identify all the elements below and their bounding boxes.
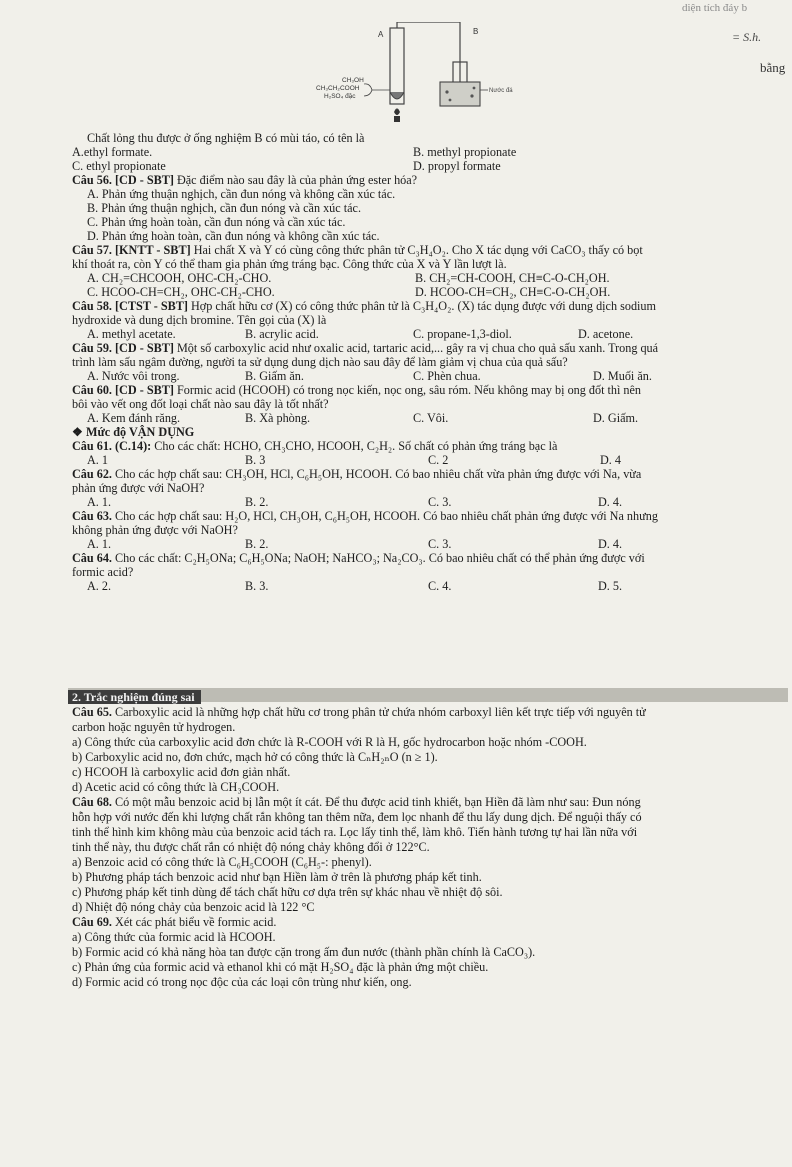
line-text: Cho các hợp chất sau: H₂O, HCl, CH₃OH, C₆H₅OH, HCOOH. Có bao nhiêu chất phản ứng được với Na nhưng	[111, 509, 658, 523]
text-line	[87, 271, 271, 285]
text-line	[245, 495, 268, 509]
text-line	[72, 551, 645, 565]
text-line	[72, 870, 482, 884]
line-text: D. Giấm.	[593, 411, 639, 425]
line-text: Hai chất X và Y có cùng công thức phân tử C₃H₄O₂. Cho X tác dụng với CaCO₃ thấy có bọt	[190, 243, 643, 257]
text-line	[72, 397, 329, 411]
text-line	[428, 579, 451, 593]
line-text: C. Phản ứng hoàn toàn, cần đun nóng và cần xúc tác.	[87, 215, 346, 229]
corner-top-right-text: diện tích đáy b	[682, 2, 748, 14]
line-text: c) Phương pháp kết tinh dùng để tách chất hữu cơ dựa trên sự khác nhau về nhiệt độ sôi.	[72, 885, 503, 899]
line-text: bôi vào vết ong đốt loại chất nào sau đây là tốt nhất?	[72, 397, 329, 411]
line-text: d) Nhiệt độ nóng chảy của benzoic acid là 122 °C	[72, 900, 315, 914]
reagent-sulfuric-acid: H₂SO₄ đặc	[324, 93, 356, 100]
line-text: A. 1	[87, 453, 108, 467]
line-text: Một số carboxylic acid như oxalic acid, tartaric acid,... gây ra vị chua cho quả sấu xanh. Trong quá	[173, 341, 659, 355]
text-line	[72, 257, 507, 271]
text-line	[72, 355, 568, 369]
text-line	[72, 425, 194, 439]
text-line	[428, 495, 451, 509]
corner-side-word: bằng	[760, 60, 786, 75]
delivery-tube	[397, 22, 460, 82]
line-text: D. 4.	[598, 495, 623, 509]
text-line	[87, 229, 380, 243]
question-number: Câu 57. [KNTT - SBT]	[72, 243, 191, 257]
question-number: ❖ Mức độ VẬN DỤNG	[72, 425, 195, 439]
text-line	[72, 930, 276, 944]
line-text: a) Công thức của formic acid là HCOOH.	[72, 930, 276, 944]
line-text: Hợp chất hữu cơ (X) có công thức phân tử là C₃H₄O₂. (X) tác dụng được với dung dịch sodium	[187, 299, 656, 313]
line-text: Đặc điểm nào sau đây là của phản ứng ester hóa?	[173, 173, 418, 187]
line-text: A. Kem đánh răng.	[87, 411, 181, 425]
text-line	[87, 187, 395, 201]
text-line	[72, 855, 372, 869]
line-text: c) Phản ứng của formic acid và ethanol khi có mặt H₂SO₄ đặc là phản ứng một chiều.	[72, 960, 489, 974]
text-line	[72, 341, 658, 355]
line-text: C. Phèn chua.	[413, 369, 481, 383]
text-line	[593, 369, 652, 383]
text-line	[87, 131, 364, 145]
line-text: B. Giấm ăn.	[245, 369, 304, 383]
section-header-band	[68, 688, 788, 702]
question-number: Câu 69.	[72, 915, 112, 929]
line-text: a) Công thức của carboxylic acid đơn chức là R-COOH với R là H, gốc hydrocarbon hoặc nhóm -COOH.	[72, 735, 587, 749]
line-text: A. 2.	[87, 579, 112, 593]
line-text: B. acrylic acid.	[245, 327, 319, 341]
line-text: carbon hoặc nguyên tử hydrogen.	[72, 720, 236, 734]
text-line	[72, 313, 326, 327]
corner-formula: = S.h.	[732, 30, 762, 44]
text-line	[245, 579, 268, 593]
text-line	[87, 369, 180, 383]
text-line	[72, 795, 641, 809]
text-line	[72, 467, 641, 481]
question-number: Câu 60. [CD - SBT]	[72, 383, 174, 397]
text-line	[72, 765, 290, 779]
line-text: C. propane-1,3-diol.	[413, 327, 512, 341]
text-line	[72, 750, 438, 764]
line-text: C. 2	[428, 453, 449, 467]
text-line	[72, 173, 417, 187]
text-line	[578, 327, 633, 341]
text-line	[87, 285, 275, 299]
line-text: D. 5.	[598, 579, 623, 593]
line-text: A. Phản ứng thuận nghịch, cần đun nóng và không cần xúc tác.	[87, 187, 396, 201]
text-line	[413, 145, 516, 159]
line-text: D. 4.	[598, 537, 623, 551]
question-number: Câu 59. [CD - SBT]	[72, 341, 174, 355]
text-line	[72, 243, 643, 257]
line-text: A. CH₂=CHCOOH, OHC-CH₂-CHO.	[87, 271, 272, 285]
text-line	[600, 453, 621, 467]
text-line	[72, 960, 488, 974]
text-line	[72, 900, 314, 914]
line-text: B. 2.	[245, 495, 269, 509]
line-text: C. ethyl propionate	[72, 159, 166, 173]
text-line	[598, 537, 622, 551]
text-line	[87, 411, 180, 425]
text-line	[72, 509, 658, 523]
line-text: trình làm sấu ngâm đường, người ta sử dụng dung dịch nào sau đây để làm giảm vị chua của quả sấu?	[72, 355, 568, 369]
text-line	[72, 299, 656, 313]
line-text: D. Phản ứng hoàn toàn, cần đun nóng và không cần xúc tác.	[87, 229, 380, 243]
text-line	[428, 537, 451, 551]
text-line	[72, 481, 204, 495]
line-text: hydroxide và dung dịch bromine. Tên gọi của (X) là	[72, 313, 327, 327]
text-line	[87, 495, 111, 509]
line-text: B. CH₂=CH-COOH, CH≡C-O-CH₂OH.	[415, 271, 610, 285]
ice-water-label: Nước đá	[489, 88, 513, 94]
line-text: A. Nước vôi trong.	[87, 369, 180, 383]
text-line	[87, 215, 345, 229]
question-number: Câu 63.	[72, 509, 112, 523]
text-line	[72, 383, 641, 397]
text-line	[72, 885, 503, 899]
line-text: Cho các chất: C₂H₅ONa; C₆H₅ONa; NaOH; NaHCO₃; Na₂CO₃. Có bao nhiêu chất có thể phản ứng được với	[111, 551, 645, 565]
line-text: a) Benzoic acid có công thức là C₆H₅COOH (C₆H₅-: phenyl).	[72, 855, 372, 869]
question-number: Câu 56. [CD - SBT]	[72, 173, 174, 187]
text-line	[72, 975, 412, 989]
line-text: Có một mẫu benzoic acid bị lẫn một ít cát. Để thu được acid tinh khiết, bạn Hiền đã làm như sau: Đun nóng	[111, 795, 641, 809]
line-text: A. 1.	[87, 537, 112, 551]
text-line	[593, 411, 638, 425]
text-line	[72, 780, 279, 794]
line-text: C. 3.	[428, 537, 452, 551]
text-line	[413, 411, 448, 425]
text-line	[72, 145, 152, 159]
line-text: B. 3	[245, 453, 266, 467]
text-line	[72, 810, 642, 824]
line-text: A. methyl acetate.	[87, 327, 176, 341]
question-number: Câu 65.	[72, 705, 112, 719]
text-line	[245, 369, 304, 383]
ice-bath-beaker	[440, 82, 480, 106]
line-text: D. HCOO-CH=CH₂, CH≡C-O-CH₂OH.	[415, 285, 611, 299]
text-line	[87, 579, 111, 593]
section-title: 2. Trắc nghiệm đúng sai	[68, 690, 201, 704]
text-line	[72, 915, 276, 929]
question-number: Câu 62.	[72, 467, 112, 481]
burner-flame-icon	[394, 108, 400, 115]
line-text: tinh thể hình kim không màu của benzoic acid tách ra. Lọc lấy tinh thể, làm khô. Tiến hành tương tự hai lần nữa với	[72, 825, 638, 839]
line-text: Cho các hợp chất sau: CH₃OH, HCl, C₆H₅OH, HCOOH. Có bao nhiêu chất vừa phản ứng được với Na, vừa	[111, 467, 642, 481]
text-line	[72, 705, 646, 719]
line-text: Formic acid (HCOOH) có trong nọc kiến, nọc ong, sâu róm. Nếu không may bị ong đốt thì nên	[173, 383, 642, 397]
line-text: B. Phản ứng thuận nghịch, cần đun nóng và cần xúc tác.	[87, 201, 361, 215]
text-line	[413, 327, 512, 341]
line-text: C. HCOO-CH=CH₂, OHC-CH₂-CHO.	[87, 285, 275, 299]
reagent-propanoic-acid: CH₃CH₂COOH	[316, 85, 360, 92]
text-line	[428, 453, 448, 467]
question-number: Câu 64.	[72, 551, 112, 565]
text-line	[72, 840, 430, 854]
question-number: Câu 58. [CTST - SBT]	[72, 299, 188, 313]
text-line	[87, 537, 111, 551]
tube-b-label: B	[473, 27, 479, 36]
line-text: b) Formic acid có khả năng hòa tan được cặn trong ấm đun nước (thành phần chính là CaCO₃).	[72, 945, 536, 959]
text-line	[413, 369, 481, 383]
question-number: Câu 61. (C.14):	[72, 439, 152, 453]
line-text: A.ethyl formate.	[72, 145, 153, 159]
text-line	[598, 579, 622, 593]
text-line	[245, 537, 268, 551]
text-line	[415, 271, 610, 285]
text-line	[245, 327, 319, 341]
line-text: khí thoát ra, còn Y có thể tham gia phản ứng tráng bạc. Công thức của X và Y lần lượt là.	[72, 257, 507, 271]
text-line	[87, 201, 361, 215]
text-line	[72, 523, 238, 537]
line-text: D. 4	[600, 453, 621, 467]
line-text: hỗn hợp với nước đến khi lượng chất rắn không tan thêm nữa, đem lọc nhanh để thu lấy dung dịch. Để nguội thấy có	[72, 810, 642, 824]
reagent-methanol: CH₃OH	[342, 77, 364, 84]
line-text: B. Xà phòng.	[245, 411, 310, 425]
line-text: b) Phương pháp tách benzoic acid như bạn Hiền làm ở trên là phương pháp kết tinh.	[72, 870, 482, 884]
line-text: B. 2.	[245, 537, 269, 551]
line-text: Chất lỏng thu được ở ống nghiệm B có mùi táo, có tên là	[87, 131, 365, 145]
text-line	[87, 327, 176, 341]
text-line	[72, 825, 637, 839]
blank-page-area	[0, 1070, 792, 1167]
line-text: b) Carboxylic acid no, đơn chức, mạch hở có công thức là CₙH₂ₙO (n ≥ 1).	[72, 750, 438, 764]
text-line	[72, 720, 235, 734]
line-text: phản ứng được với NaOH?	[72, 481, 205, 495]
line-text: d) Formic acid có trong nọc độc của các loại côn trùng như kiến, ong.	[72, 975, 412, 989]
text-line	[413, 159, 501, 173]
line-text: B. methyl propionate	[413, 145, 517, 159]
text-line	[72, 945, 535, 959]
text-line	[72, 565, 133, 579]
esterification-apparatus-figure	[290, 22, 540, 130]
text-line	[598, 495, 622, 509]
line-text: d) Acetic acid có công thức là CH₃COOH.	[72, 780, 280, 794]
line-text: không phản ứng được với NaOH?	[72, 523, 238, 537]
line-text: c) HCOOH là carboxylic acid đơn giản nhất.	[72, 765, 291, 779]
text-line	[72, 439, 557, 453]
text-line	[72, 735, 587, 749]
line-text: C. Vôi.	[413, 411, 449, 425]
text-line	[415, 285, 610, 299]
line-text: D. Muối ăn.	[593, 369, 652, 383]
line-text: Xét các phát biểu về formic acid.	[111, 915, 277, 929]
line-text: D. acetone.	[578, 327, 634, 341]
text-line	[87, 453, 108, 467]
line-text: D. propyl formate	[413, 159, 501, 173]
text-line	[72, 159, 166, 173]
line-text: B. 3.	[245, 579, 269, 593]
line-text: A. 1.	[87, 495, 112, 509]
line-text: Cho các chất: HCHO, CH₃CHO, HCOOH, C₂H₂. Số chất có phản ứng tráng bạc là	[151, 439, 558, 453]
line-text: tinh thể này, thu được chất rắn có nhiệt độ nóng chảy không đổi ở 122°C.	[72, 840, 430, 854]
line-text: formic acid?	[72, 565, 134, 579]
line-text: C. 4.	[428, 579, 452, 593]
tube-a-label: A	[378, 30, 384, 39]
question-number: Câu 68.	[72, 795, 112, 809]
line-text: Carboxylic acid là những hợp chất hữu cơ trong phân tử chứa nhóm carboxyl liên kết trực tiếp với nguyên tử	[111, 705, 646, 719]
line-text: C. 3.	[428, 495, 452, 509]
text-line	[245, 411, 310, 425]
text-line	[245, 453, 265, 467]
